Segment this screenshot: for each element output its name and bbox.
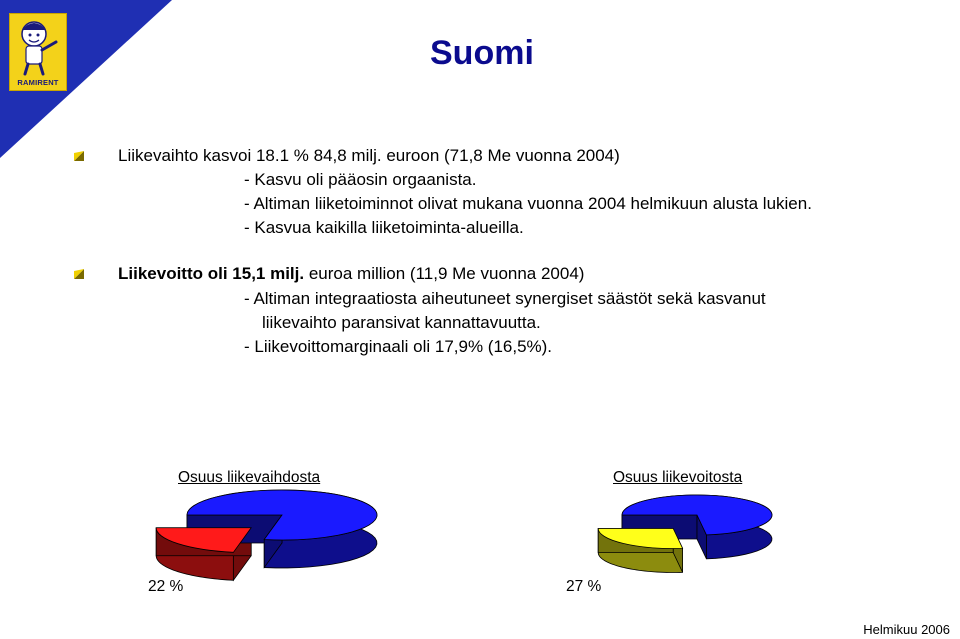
- footer-date: Helmikuu 2006: [863, 622, 950, 637]
- page-title: Suomi: [430, 34, 534, 72]
- bullet2-heading-bold: Liikevoitto oli 15,1 milj.: [118, 264, 305, 283]
- bullet1-line: - Altiman liiketoiminnot olivat mukana vuonna 2004 helmikuun alusta lukien.: [244, 194, 812, 213]
- chart1-title: Osuus liikevaihdosta: [178, 469, 321, 486]
- bullet2-heading: [118, 264, 584, 284]
- bullet-icon: [73, 268, 85, 280]
- bullet1-line: - Kasvua kaikilla liiketoiminta-alueilla.: [244, 218, 524, 237]
- pie-chart-revenue: [150, 485, 390, 595]
- logo-wordmark: RAMIRENT: [17, 78, 59, 87]
- bullet2-line: - Altiman integraatiosta aiheutuneet synergiset säästöt sekä kasvanut: [244, 289, 766, 308]
- ramirent-logo: [9, 13, 67, 91]
- bullet2-line-cont: liikevaihto paransivat kannattavuutta.: [262, 313, 541, 332]
- chart1-data-label: 22 %: [148, 578, 184, 595]
- mascot-icon: [10, 14, 66, 76]
- bullet2-heading-rest: euroa million (11,9 Me vuonna 2004): [304, 264, 585, 283]
- chart2-title: Osuus liikevoitosta: [613, 469, 743, 486]
- chart2-data-label: 27 %: [566, 578, 602, 595]
- bullet1-heading: Liikevaihto kasvoi 18.1 % 84,8 milj. euroon (71,8 Me vuonna 2004): [118, 146, 620, 165]
- bullet2-line: - Liikevoittomarginaali oli 17,9% (16,5%).: [244, 337, 553, 356]
- bullet1-line: - Kasvu oli pääosin orgaanista.: [244, 170, 477, 189]
- bullet-icon: [73, 150, 85, 162]
